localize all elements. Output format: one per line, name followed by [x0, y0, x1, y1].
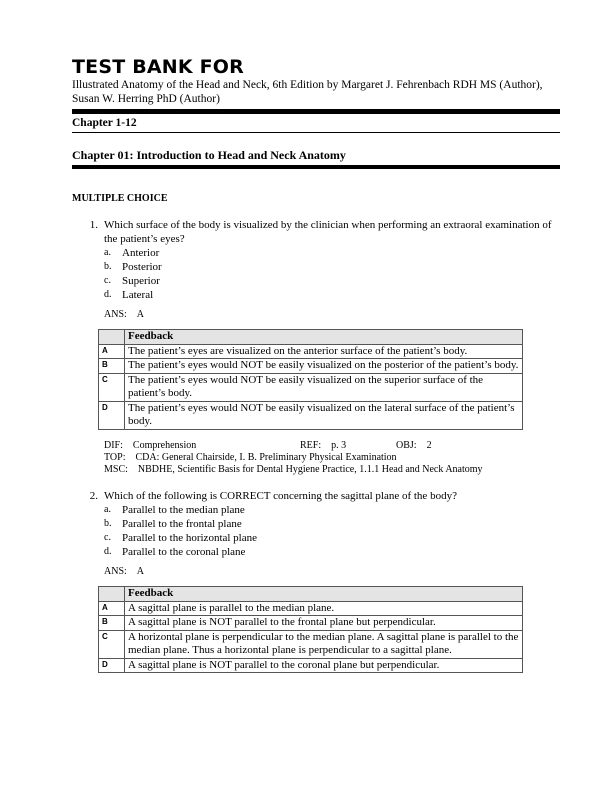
- choice-a: [104, 246, 560, 260]
- choice-text: Posterior: [122, 261, 162, 273]
- feedback-row: [99, 344, 523, 359]
- chapter-range: Chapter 1-12: [72, 117, 137, 129]
- top-value: CDA: General Chairside, I. B. Preliminary Physical Examination: [135, 451, 397, 463]
- choice-letter: c.: [104, 532, 111, 543]
- question-text: Which of the following is CORRECT concerning the sagittal plane of the body?: [104, 489, 457, 502]
- choice-letter: a.: [104, 247, 111, 258]
- choice-text: Parallel to the median plane: [122, 504, 245, 516]
- divider: [72, 109, 560, 114]
- section-title: MULTIPLE CHOICE: [72, 193, 168, 204]
- answer-key: [104, 308, 560, 321]
- question-2: [72, 490, 560, 674]
- choice-letter: c.: [104, 275, 111, 286]
- choice-text: Anterior: [122, 247, 160, 259]
- obj-value: 2: [426, 439, 432, 451]
- choice-c: [104, 274, 560, 288]
- book-subtitle: Illustrated Anatomy of the Head and Neck, 6th Edition by Margaret J. Fehrenbach RDH MS (Author), Susan W. Herring PhD (Author): [72, 79, 543, 105]
- feedback-row: [99, 658, 523, 673]
- dif-label: DIF:: [104, 439, 123, 451]
- feedback-table: [98, 586, 523, 673]
- feedback-letter: D: [99, 658, 125, 673]
- feedback-header: Feedback: [125, 587, 523, 602]
- dif-value: Comprehension: [132, 439, 197, 451]
- feedback-text: The patient’s eyes would NOT be easily visualized on the posterior of the patient’s body.: [125, 359, 523, 374]
- choice-letter: b.: [104, 261, 112, 272]
- feedback-row: [99, 359, 523, 374]
- feedback-text: The patient’s eyes are visualized on the anterior surface of the patient’s body.: [125, 344, 523, 359]
- feedback-row: [99, 373, 523, 401]
- metadata-row: [104, 440, 560, 452]
- choice-letter: b.: [104, 518, 112, 529]
- chapter-heading: Chapter 01: Introduction to Head and Neck Anatomy: [72, 148, 346, 162]
- choice-d: [104, 545, 560, 559]
- feedback-text: A sagittal plane is NOT parallel to the coronal plane but perpendicular.: [125, 658, 523, 673]
- answer-value: A: [136, 566, 145, 577]
- answer-label: ANS:: [104, 566, 127, 577]
- question-number: 1.: [89, 219, 98, 231]
- feedback-row: [99, 601, 523, 616]
- question-metadata: [104, 440, 560, 476]
- choice-text: Lateral: [122, 289, 154, 301]
- divider: [72, 165, 560, 169]
- ref-label: REF:: [300, 439, 322, 451]
- divider: [72, 132, 560, 133]
- question-1: [72, 219, 560, 476]
- choice-text: Superior: [122, 275, 160, 287]
- feedback-text: A sagittal plane is NOT parallel to the frontal plane but perpendicular.: [125, 616, 523, 631]
- answer-label: ANS:: [104, 309, 127, 320]
- feedback-header-blank: [99, 587, 125, 602]
- feedback-header: Feedback: [125, 330, 523, 345]
- question-text: Which surface of the body is visualized by the clinician when performing an extraoral examination of the patient’s eyes?: [104, 219, 552, 245]
- feedback-header-row: [99, 330, 523, 345]
- choice-a: [104, 503, 560, 517]
- feedback-row: [99, 401, 523, 429]
- feedback-letter: B: [99, 359, 125, 374]
- document-title: TEST BANK FOR: [72, 56, 244, 78]
- answer-value: A: [136, 309, 145, 320]
- feedback-row: [99, 616, 523, 631]
- answer-choices: [104, 503, 560, 559]
- choice-letter: d.: [104, 546, 112, 557]
- document-page: [72, 56, 560, 673]
- feedback-letter: C: [99, 630, 125, 658]
- feedback-header-blank: [99, 330, 125, 345]
- feedback-header-row: [99, 587, 523, 602]
- choice-letter: a.: [104, 504, 111, 515]
- feedback-letter: A: [99, 601, 125, 616]
- choice-text: Parallel to the horizontal plane: [122, 532, 258, 544]
- choice-d: [104, 288, 560, 302]
- msc-label: MSC:: [104, 463, 128, 475]
- choice-text: Parallel to the coronal plane: [122, 546, 246, 558]
- msc-value: NBDHE, Scientific Basis for Dental Hygiene Practice, 1.1.1 Head and Neck Anatomy: [137, 463, 483, 475]
- feedback-text: A horizontal plane is perpendicular to the median plane. A sagittal plane is parallel to the median plane. Thus a horizontal plane is perpendicular to a sagittal plane.: [125, 630, 523, 658]
- feedback-text: A sagittal plane is parallel to the median plane.: [125, 601, 523, 616]
- choice-b: [104, 260, 560, 274]
- feedback-letter: D: [99, 401, 125, 429]
- feedback-letter: A: [99, 344, 125, 359]
- answer-key: [104, 565, 560, 578]
- feedback-letter: C: [99, 373, 125, 401]
- feedback-letter: B: [99, 616, 125, 631]
- ref-value: p. 3: [331, 439, 347, 451]
- topic-row: [104, 452, 560, 464]
- question-number: 2.: [89, 489, 98, 502]
- choice-b: [104, 517, 560, 531]
- feedback-table: [98, 329, 523, 430]
- feedback-text: The patient’s eyes would NOT be easily visualized on the lateral surface of the patient’s body.: [125, 401, 523, 429]
- answer-choices: [104, 246, 560, 302]
- top-label: TOP:: [104, 451, 126, 463]
- choice-letter: d.: [104, 289, 112, 300]
- choice-c: [104, 531, 560, 545]
- feedback-row: [99, 630, 523, 658]
- feedback-text: The patient’s eyes would NOT be easily visualized on the superior surface of the patient’s body.: [125, 373, 523, 401]
- msc-row: [104, 464, 560, 476]
- obj-label: OBJ:: [396, 439, 417, 451]
- choice-text: Parallel to the frontal plane: [122, 518, 242, 530]
